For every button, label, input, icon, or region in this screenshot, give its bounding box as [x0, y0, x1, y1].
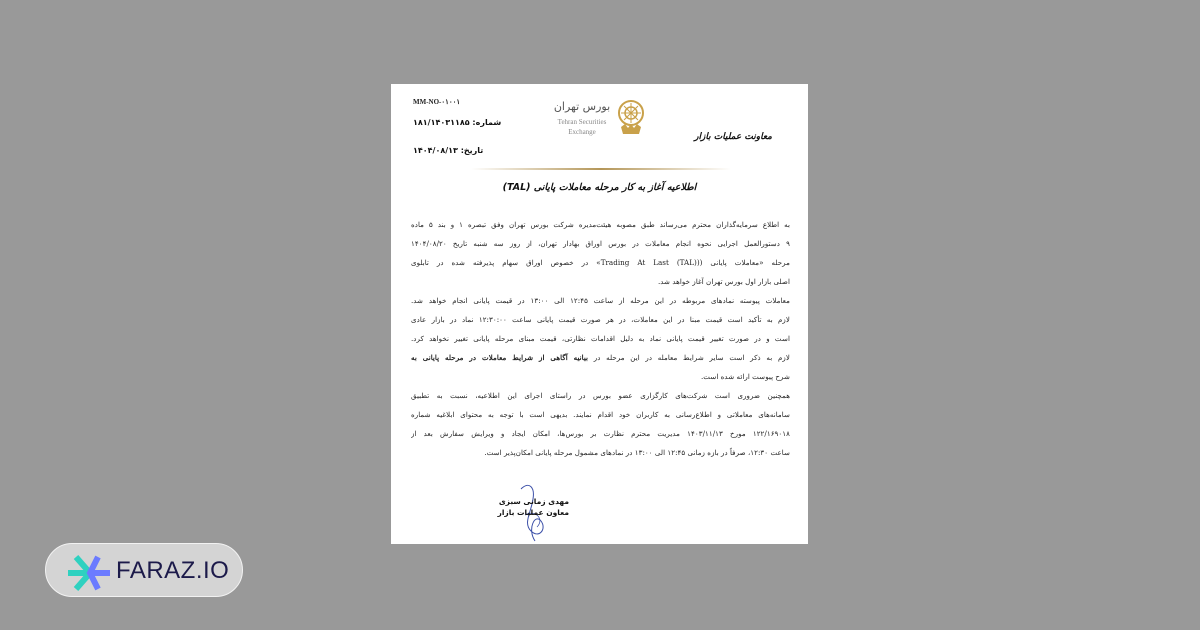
- bold-phrase: بیانیه آگاهی از شرایط معاملات در مرحله پایانی به: [411, 353, 589, 362]
- body-line: لازم به تأکید است قیمت مبنا در این معاملات، در هر صورت قیمت پایانی ساعت ۱۲:۳۰:۰۰ نماد در بازار عادی: [411, 315, 790, 324]
- tse-emblem-icon: [617, 100, 645, 136]
- letter-date: تاریخ: ۱۴۰۴/۰۸/۱۳: [413, 146, 484, 155]
- signature-block: [491, 479, 581, 545]
- faraz-brand-label: FARAZ.IO: [116, 557, 230, 584]
- signatory-role: معاون عملیات بازار: [497, 508, 569, 517]
- body-line: مرحله «معاملات پایانی ((Trading At Last (TAL)» در خصوص اوراق سهام پذیرفته شده در تابلوی: [411, 258, 790, 267]
- header-divider: [471, 168, 731, 170]
- letter-number: شماره: ۱۸۱/۱۴۰۳۱۱۸۵: [413, 118, 502, 127]
- faraz-logo-icon: [68, 553, 112, 593]
- document-body: [411, 215, 790, 462]
- body-line-text: لازم به ذکر است سایر شرایط معامله در این مرحله در: [593, 353, 790, 362]
- document-title: اطلاعیه آغاز به کار مرحله معاملات پایانی (TAL): [502, 182, 697, 193]
- body-line: است و در صورت تغییر قیمت پایانی نماد به دلیل اقدامات نظارتی، قیمت مبنای مرحله پایانی تغییر نخواهد کرد.: [411, 334, 790, 343]
- logo-text-en-2: Exchange: [568, 128, 596, 136]
- body-line: همچنین ضروری است شرکت‌های کارگزاری عضو بورس در راستای اجرای این اطلاعیه، نسبت به تطبیق: [411, 391, 790, 400]
- body-line: اصلی بازار اول بورس تهران آغاز خواهد شد.: [657, 277, 790, 286]
- announcement-document: [391, 84, 808, 544]
- logo-text-en: Tehran Securities: [557, 118, 607, 126]
- department-name: معاونت عملیات بازار: [694, 132, 772, 142]
- logo-text-fa: بورس تهران: [553, 100, 611, 113]
- body-line: شرح پیوست ارائه شده است.: [701, 372, 790, 381]
- body-line: ساعت ۱۲:۳۰، صرفاً در بازه زمانی ۱۲:۴۵ الی ۱۳:۰۰ در نمادهای مشمول مرحله پایانی امکان‌پذیر است.: [484, 448, 790, 457]
- body-line: سامانه‌های معاملاتی و اطلاع‌رسانی به کاربران خود اقدام نمایند. بدیهی است با توجه به محتوای ابلاغیه شماره: [411, 410, 790, 419]
- faraz-badge[interactable]: [45, 543, 243, 597]
- body-line: ۱۲۲/۱۶۹۰۱۸ مورخ ۱۴۰۳/۱۱/۱۳ مدیریت محترم نظارت بر بورس‌ها، امکان ایجاد و ویرایش سفارش بعد از: [411, 429, 790, 438]
- tse-logo: [551, 98, 651, 144]
- signatory-name: مهدی زمانی سبزی: [498, 497, 569, 506]
- body-line: به اطلاع سرمایه‌گذاران محترم می‌رساند طبق مصوبه هیئت‌مدیره شرکت بورس تهران وفق تبصره ۱ و بند ۵ ماده: [411, 220, 790, 229]
- body-line: معاملات پیوسته نمادهای مربوطه در این مرحله از ساعت ۱۲:۴۵ الی ۱۳:۰۰ در قیمت پایانی انجام خواهد شد.: [411, 296, 790, 305]
- reference-code: MM-NO-۰۱۰۰۱: [413, 98, 461, 106]
- body-line: ۹ دستورالعمل اجرایی نحوه انجام معاملات در بورس اوراق بهادار تهران، از روز سه شنبه تاریخ ۱۴۰۴/۰۸/۲۰: [411, 239, 790, 248]
- body-line: [411, 348, 790, 367]
